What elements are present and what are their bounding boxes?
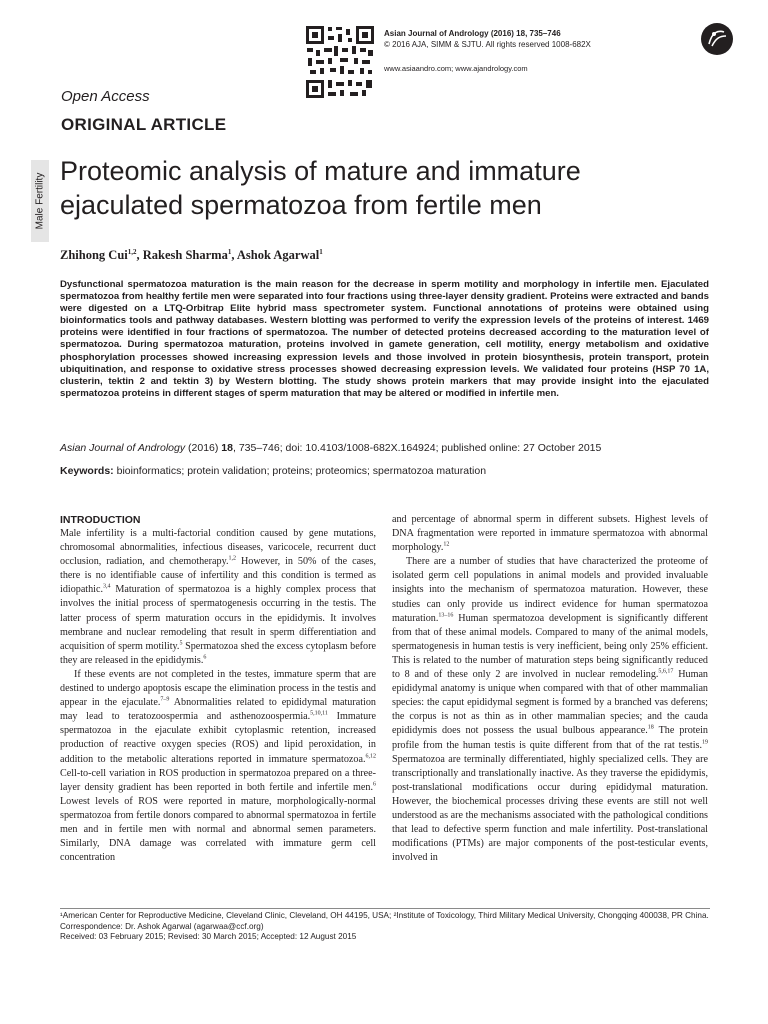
author-list: Zhihong Cui$^{1,2}$, Rakesh Sharma$^1$, Ashok Agarwal$^1$ — [60, 247, 323, 262]
title-line-1: Proteomic analysis of mature and immature — [60, 156, 581, 186]
author-affiliation: 1 — [227, 247, 232, 256]
author-name: Ashok Agarwal — [236, 248, 320, 262]
keywords-text: bioinformatics; protein validation; proteins; proteomics; spermatozoa maturation — [113, 465, 487, 477]
author-affiliation: 1 — [319, 247, 323, 256]
body-column-right — [392, 513, 708, 865]
journal-line: Asian Journal of Andrology (2016) 18, 735–746 — [384, 29, 561, 38]
side-label-text: Male Fertility — [34, 172, 46, 230]
abstract: Dysfunctional spermatozoa maturation is the main reason for the decrease in sperm motility and morphology in infertile men. Ejaculated spermatozoa from healthy fertile men were separated into four fractions using three-layer density gradient. Proteins were extracted and bands were digested on a LTQ-Orbitrap Elite hybrid mass spectrometer system. Functional annotations of proteins were obtained using bioinformatics tools and pathway databases. Western blotting was performed to verify the expression levels of the proteins of interest. 1469 proteins were identified in four fractions of spermatozoa. The number of detected proteins decreased according to the maturation level of spermatozoa. During spermatozoa maturation, proteins involved in gamete generation, cell motility, energy metabolism and oxidative phosphorylation processes showed increasing expression levels and those involved in protein biosynthesis, protein transport, protein ubiquitination, and response to oxidative stress processes showed decreasing expression levels. We validated four proteins (HSP 70 1A, clusterin, tektin 2 and tektin 3) by Western blotting. The study shows protein markers that may provide insight into the ejaculated spermatozoa proteins in different stages of sperm maturation that may be altered or modified in infertile men. — [60, 279, 709, 399]
journal-logo-icon — [700, 22, 734, 56]
keywords — [60, 465, 710, 477]
citation-journal: Asian Journal of Andrology — [60, 442, 186, 454]
title-line-2: ejaculated spermatozoa from fertile men — [60, 190, 542, 220]
correspondence[interactable]: Correspondence: Dr. Ashok Agarwal (agarwaa@ccf.org) — [60, 921, 264, 931]
dates: Received: 03 February 2015; Revised: 30 March 2015; Accepted: 12 August 2015 — [60, 932, 357, 942]
author-name: Zhihong Cui — [60, 248, 128, 262]
citation — [60, 442, 710, 454]
copyright-line: © 2016 AJA, SIMM & SJTU. All rights reserved 1008-682X — [384, 40, 591, 49]
journal-websites[interactable]: www.asiaandro.com; www.ajandrology.com — [384, 64, 528, 73]
journal-info — [384, 28, 591, 50]
section-side-label — [31, 160, 49, 242]
paragraph: There are a number of studies that have characterized the proteome of isolated germ cell populations in animal models and provided invaluable insights into the mechanism of spermatozoa maturation. However, these studies can only provide us indirect evidence for human spermatozoa maturation.$^{13-16}$ Human spermatozoa development is significantly different from that of these animal models. Compared to many of the animal models, spermatogenesis in human testis is very inefficient, being only 25% efficient. This is related to the number of maturation steps being significantly reduced to 8 and of these only 2 are involved in nuclear remodeling.$^{5,6,17}$ Human epididymal anatomy is unique when compared with that of other mammalian species: the caput epididymal segment is formed by a branched vas deferens; the corpus is not as thin as in other mammalian species; and the cauda epididymis does not possess the usual bulbous appearance.$^{18}$ The protein profile from the human testis is quite different from that of the rat testis.$^{19}$ Spermatozoa are terminally differentiated, highly specialized cells. They are transcriptionally and translationally inactive. As they traverse the epididymis, post-translational modifications occur during epididymal maturation. However, the biochemical processes driving these events are still not well understood as are the mechanisms associated with the pathological conditions that lead to defective sperm function and male infertility. Post-translational modifications (PTMs) are major components of the post-testicular events, involved in — [392, 556, 708, 864]
citation-year: (2016) — [185, 442, 222, 454]
article-title — [60, 154, 660, 222]
keywords-label: Keywords: — [60, 465, 114, 477]
affiliations: ¹American Center for Reproductive Medicine, Cleveland Clinic, Cleveland, OH 44195, USA; ²Institute of Toxicology, Third Military Medical University, Chongqing 400038, PR China. — [60, 911, 709, 920]
article-type: ORIGINAL ARTICLE — [61, 115, 227, 134]
section-heading-introduction: INTRODUCTION — [60, 514, 141, 526]
footnote-divider — [60, 908, 710, 909]
open-access-label: Open Access — [61, 88, 150, 105]
body-column-left — [60, 527, 376, 865]
author-name: Rakesh Sharma — [142, 248, 228, 262]
paragraph: Male infertility is a multi-factorial condition caused by gene mutations, chromosomal abnormalities, infectious diseases, varicocele, recurrent duct occlusion, radiation, and chemotherapy.$^{1,2}$ However, in 50% of the cases, there is no identifiable cause of infertility and this condition is termed as idiopathic.$^{3,4}$ Maturation of spermatozoa is a highly complex process that involves the initial process of spermatogenesis occurring in the testis. The latter process of sperm maturation occurs in the epididymis. It involves membrane and nuclear remodeling that result in sperm differentiation and acquisition of sperm motility.$^5$ Spermatozoa shed the excess cytoplasm before they are released in the epididymis.$^6$ — [60, 528, 376, 666]
paragraph: and percentage of abnormal sperm in different subsets. Highest levels of DNA fragmentation were reported in immature spermatozoa with abnormal morphology.$^{12}$ — [392, 514, 708, 554]
footnotes — [60, 911, 710, 943]
qr-code-icon — [304, 24, 376, 100]
citation-details: , 735–746; doi: 10.4103/1008-682X.164924; published online: 27 October 2015 — [232, 442, 602, 454]
paragraph: If these events are not completed in the testes, immature sperm that are destined to undergo apoptosis escape the elimination process in the testis and appear in the ejaculate.$^{7-9}$ Abnormalities related to epididymal maturation may lead to teratozoospermia and asthenozoospermia.$^{5,10,11}$ Immature spermatozoa in the ejaculate exhibit cytoplasmic retention, increased production of reactive oxygen species (ROS) and lipid peroxidation, in addition to the metabolic alterations reported in immature spermatozoa.$^{6,12}$ Cell-to-cell variation in ROS production in spermatozoa prepared on a three-layer density gradient has been reported in both fertile and infertile men.$^6$ Lowest levels of ROS were reported in mature, morphologically-normal spermatozoa from fertile donors compared to abnormal spermatozoa in fertile men and in fertile men with normal and abnormal semen parameters. Similarly, DNA damage was correlated with immature germ cell concentration — [60, 668, 376, 864]
author-affiliation: 1,2 — [127, 247, 137, 256]
citation-volume: 18 — [221, 442, 233, 454]
